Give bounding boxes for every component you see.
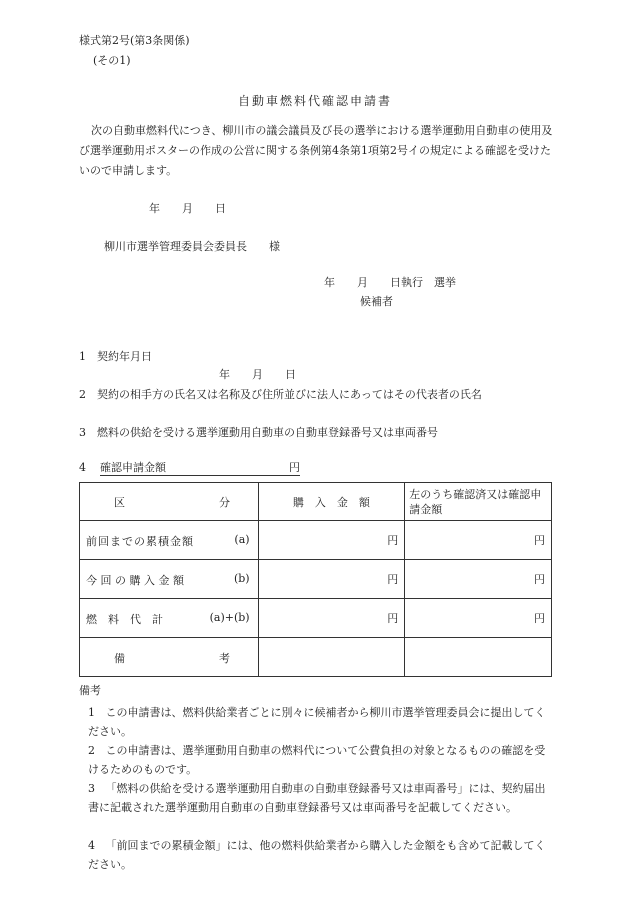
remarks-cell-extra[interactable] [405, 638, 552, 677]
remarks-label: 備 考 [80, 638, 259, 677]
fuel-cost-table [79, 482, 552, 677]
confirmed-amount-cell[interactable]: 円 [405, 560, 552, 599]
confirmed-amount-cell[interactable]: 円 [405, 599, 552, 638]
form-number: 様式第2号(第3条関係) [79, 34, 190, 47]
table-header-row [80, 483, 552, 521]
item-requested-amount [79, 461, 300, 476]
item-requested-amount-number: 4 [79, 461, 86, 474]
application-date: 年 月 日 [149, 202, 226, 215]
remarks-cell[interactable] [258, 638, 405, 677]
note-item: 4 「前回までの累積金額」には、他の燃料供給業者から購入した金額をも含めて記載してください。 [88, 839, 546, 871]
item-vehicle-number-label: 3 燃料の供給を受ける選挙運動用自動車の自動車登録番号又は車両番号 [79, 426, 438, 439]
row-label: 前回までの累積金額 (a) [80, 521, 259, 560]
item-contract-date-label: 1 契約年月日 [79, 350, 152, 363]
item-contract-date-value: 年 月 日 [219, 368, 296, 381]
table-row [80, 560, 552, 599]
form-sub-number: (その1) [93, 54, 131, 67]
purchase-amount-cell[interactable]: 円 [258, 560, 405, 599]
note-item: 1 この申請書は、燃料供給業者ごとに別々に候補者から柳川市選挙管理委員会に提出してください。 [88, 706, 546, 738]
purchase-amount-cell[interactable]: 円 [258, 521, 405, 560]
notes-heading: 備考 [79, 684, 101, 697]
page-title: 自動車燃料代確認申請書 [237, 94, 392, 108]
table-row [80, 521, 552, 560]
item-requested-amount-unit: 円 [289, 461, 300, 474]
addressee: 柳川市選挙管理委員会委員長 様 [104, 240, 280, 253]
table-remarks-row [80, 638, 552, 677]
purchase-amount-cell[interactable]: 円 [258, 599, 405, 638]
header-category: 区 分 [80, 483, 259, 521]
note-item: 2 この申請書は、選挙運動用自動車の燃料代について公費負担の対象となるものの確認を受けるためのものです。 [88, 744, 546, 776]
candidate-label: 候補者 [360, 295, 393, 308]
table-row [80, 599, 552, 638]
item-contract-party-label: 2 契約の相手方の氏名又は名称及び住所並びに法人にあってはその代表者の氏名 [79, 388, 482, 401]
intro-paragraph: 次の自動車燃料代につき、柳川市の議会議員及び長の選挙における選挙運動用自動車の使用及び選挙運動用ポスターの作成の公営に関する条例第4条第1項第2号イの規定による確認を受けたいので申請します。 [79, 124, 553, 177]
election-date: 年 月 日執行 選挙 [324, 276, 456, 289]
header-purchase-amount: 購 入 金 額 [258, 483, 405, 521]
note-item: 3 「燃料の供給を受ける選挙運動用自動車の自動車登録番号又は車両番号」には、契約届出書に記載された選挙運動用自動車の自動車登録番号又は車両番号を記載してください。 [88, 782, 546, 814]
row-label: 燃 料 代 計 (a)+(b) [80, 599, 259, 638]
confirmed-amount-cell[interactable]: 円 [405, 521, 552, 560]
row-label: 今 回 の 購 入 金 額 (b) [80, 560, 259, 599]
item-requested-amount-label: 確認申請金額 [100, 461, 166, 474]
header-confirmed-amount: 左のうち確認済又は確認申請金額 [405, 483, 552, 521]
